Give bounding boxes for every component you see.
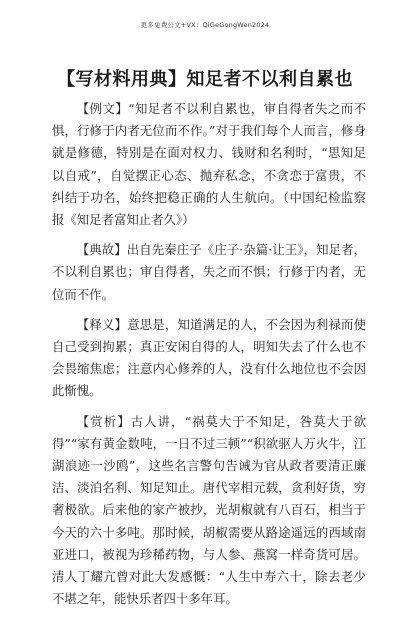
paragraph-interpretation: [52, 314, 366, 403]
paragraph-example: [52, 98, 366, 231]
paragraph-text: 古人讲，“祸莫大于不知足，咎莫大于欲得”“家有黄金数吨，一日不过三顿”“积欲驱人万火牛，江湖浪迹一沙鸥”，这些名言警句告诫为官从政者要清正廉洁、淡泊名利、知足知止。唐代宰相元载，贪利好货，穷奢极欲。后来他的家产被抄，光胡椒就有八百石，相当于今天的六十多吨。那时候，胡椒需要从路途遥远的西域南亚进口，被视为珍稀药物，与人参、燕窝一样奇货可居。清人丁耀亢曾对此大发感慨：“人生中寿六十，除去老少不堪之年，能快乐者四十多年耳。: [52, 413, 367, 607]
paragraph-appreciation: [52, 411, 366, 611]
paragraph-label: 【典故】: [76, 242, 127, 258]
paragraph-label: 【赏析】: [76, 413, 131, 429]
paragraph-text: “知足者不以利自累也，审自得者失之而不惧，行修于内者无位而不作。”对于我们每个人而言，修身就是修德，特别是在面对权力、钱财和名利时，“思知足以自戒”，自觉摆正心态、抛弃私念，不贪恋于富贵，不纠结于功名，始终把稳正确的人生航向。（中国纪检监察报《知足者富知止者久》）: [52, 101, 366, 228]
header-watermark: 更多免费公文+VX：QiGeGongWen2024: [140, 21, 270, 29]
paragraph-text: 意思是，知道满足的人，不会因为利禄而使自己受到拘累；真正安闲自得的人，明知失去了什么也不会畏缩焦虑；注意内心修养的人，没有什么地位也不会因此惭愧。: [52, 316, 367, 399]
paragraph-text: 出自先秦庄子《庄子·杂篇·让王》，知足者，不以利自累也；审自得者，失之而不惧；行修于内者，无位而不作。: [52, 242, 366, 302]
page-title: 【写材料用典】知足者不以利自累也: [57, 69, 353, 90]
paragraph-allusion: [52, 239, 366, 306]
document-body: [52, 98, 366, 618]
paragraph-label: 【例文】: [76, 101, 129, 116]
paragraph-label: 【释义】: [76, 316, 128, 332]
